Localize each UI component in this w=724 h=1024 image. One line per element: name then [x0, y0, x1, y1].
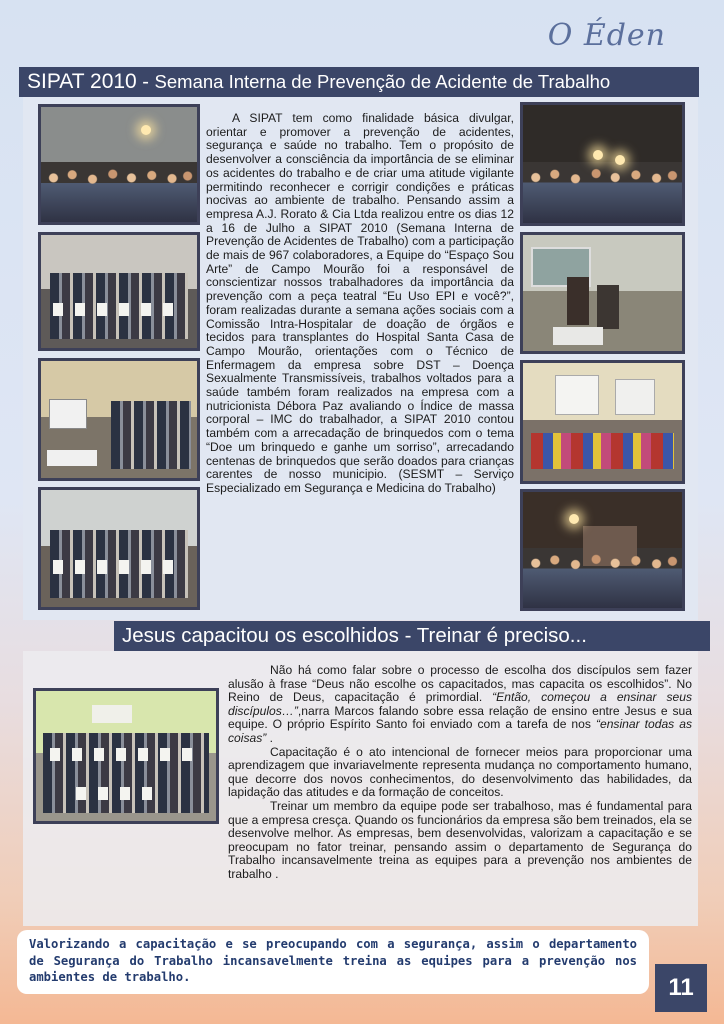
photo-group-with-certificates — [38, 232, 200, 351]
photo-health-station — [38, 358, 200, 481]
photo-training-team-certificates — [33, 688, 219, 824]
training-paragraph-1 — [228, 664, 692, 746]
sipat-article-text — [206, 112, 514, 496]
training-paragraph-3 — [228, 800, 692, 882]
section-title-sipat — [19, 67, 699, 97]
photo-theater-musicians — [520, 232, 685, 354]
paragraph-1-quote-b: “ensinar todas as coisas” — [228, 717, 692, 745]
highlight-callout: Valorizando a capacitação e se preocupando com a segurança, assim o departamento de Segurança do Trabalho incansavelmente treina as equipes para a prevenção nos ambientes de trabalho. — [17, 930, 649, 994]
photo-stage-performance — [520, 489, 685, 611]
paragraph-1-text-c: . — [266, 730, 274, 745]
page-number: 11 — [655, 964, 707, 1012]
paragraph-2-text: Capacitação é o ato intencional de fornecer meios para proporcionar uma aprendizagem que invariavelmente representa mudança no comportamento humano, que decorre dos novos conhecimentos, do desenvolvimento das habilidades, da lapidação das atitudes e da formação de conceitos. — [228, 744, 692, 800]
paragraph-1-text-b: ,narra Marcos falando sobre essa relação de ensino entre Jesus e sua equipe. O próprio Espírito Santo foi enviado com a tarefa de nos — [228, 703, 692, 732]
poster-graphic — [615, 379, 655, 415]
whiteboard-graphic — [49, 399, 87, 429]
section-title-training: Jesus capacitou os escolhidos - Treinar é preciso... — [114, 621, 710, 651]
stage-prop-graphic — [553, 327, 603, 345]
training-article-text — [228, 664, 692, 882]
section-title-main: SIPAT 2010 — [27, 70, 137, 93]
section-title-subtitle: Semana Interna de Prevenção de Acidente de Trabalho — [154, 71, 611, 92]
photo-workers-group — [38, 487, 200, 610]
paragraph-1-quote-a: “Então, começou a ensinar seus discípulos…” — [228, 690, 692, 718]
table-graphic — [47, 450, 97, 466]
sipat-article-body: A SIPAT tem como finalidade básica divulgar, orientar e promover a prevenção de acidentes, segurança e saúde no trabalho. Tem o propósito de desenvolver a consciência da importância de se eliminar os acidentes do trabalho e de criar uma atitude vigilante permitindo reconhecer e corrigir condições e práticas nocivas ao ambiente de trabalho. Pensando assim a empresa A.J. Rorato & Cia Ltda realizou entre os dias 12 a 16 de Julho a SIPAT 2010 (Semana Interna de Prevenção de Acidentes de Trabalho) com a participação de mais de 967 colaboradores, a Equipe do “Espaço Sou Arte” de Campo Mourão foi a responsável de conscientizar nossos trabalhadores da importância da prevenção com a peça teatral “Eu Uso EPI e você?”, foram realizadas durante a semana ações sociais com a Comissão Intra-Hospitalar de doação de órgãos e tecidos para transplantes do Hospital Santa Casa de Campo Mourão, orientações com o Técnico de Enfermagem da empresa sobre DST – Doença Sexualmente Transmissíveis, trabalhos voltados para a saúde também foram realizados na empresa com a nutricionista Débora Paz avaliando o Índice de massa corporal – IMC do trabalhador, a SIPAT 2010 contou também com a arrecadação de brinquedos com o tema “Doe um brinquedo e ganhe um sorriso”, arrecadando centenas de brinquedos que serão doados para crianças carentes de nosso municipio. (SESMT – Serviço Especializado em Segurança e Medicina do Trabalho) — [206, 111, 514, 495]
magazine-brand: O Éden — [547, 18, 666, 53]
musician-graphic — [567, 277, 589, 325]
section-title-separator: - — [136, 71, 155, 93]
photo-toy-donations — [520, 360, 685, 484]
musician-graphic — [597, 285, 619, 329]
air-conditioner-graphic — [92, 705, 132, 723]
toys-graphic — [531, 433, 674, 469]
paragraph-3-text: Treinar um membro da equipe pode ser trabalhoso, mas é fundamental para que a empresa cresça. Quando os funcionários da empresa são bem treinados, ela se desenvolve melhor. As empresas, bem desenvolvidas, valorizam a capacitação e se preocupam no fator treinar, pensando assim o departamento de Segurança do Trabalho incansavelmente treina as equipes para a prevenção nos ambientes de trabalho . — [228, 798, 692, 881]
photo-audience-seated — [38, 104, 200, 225]
training-paragraph-2 — [228, 746, 692, 800]
paragraph-1-text-a: Não há como falar sobre o processo de escolha dos discípulos sem fazer alusão à frase “Deus não escolhe os capacitados, mas capacita os escolhidos”. No Reino de Deus, capacitação é primordial. — [228, 663, 692, 705]
poster-graphic — [555, 375, 599, 415]
photo-auditorium-audience — [520, 102, 685, 226]
